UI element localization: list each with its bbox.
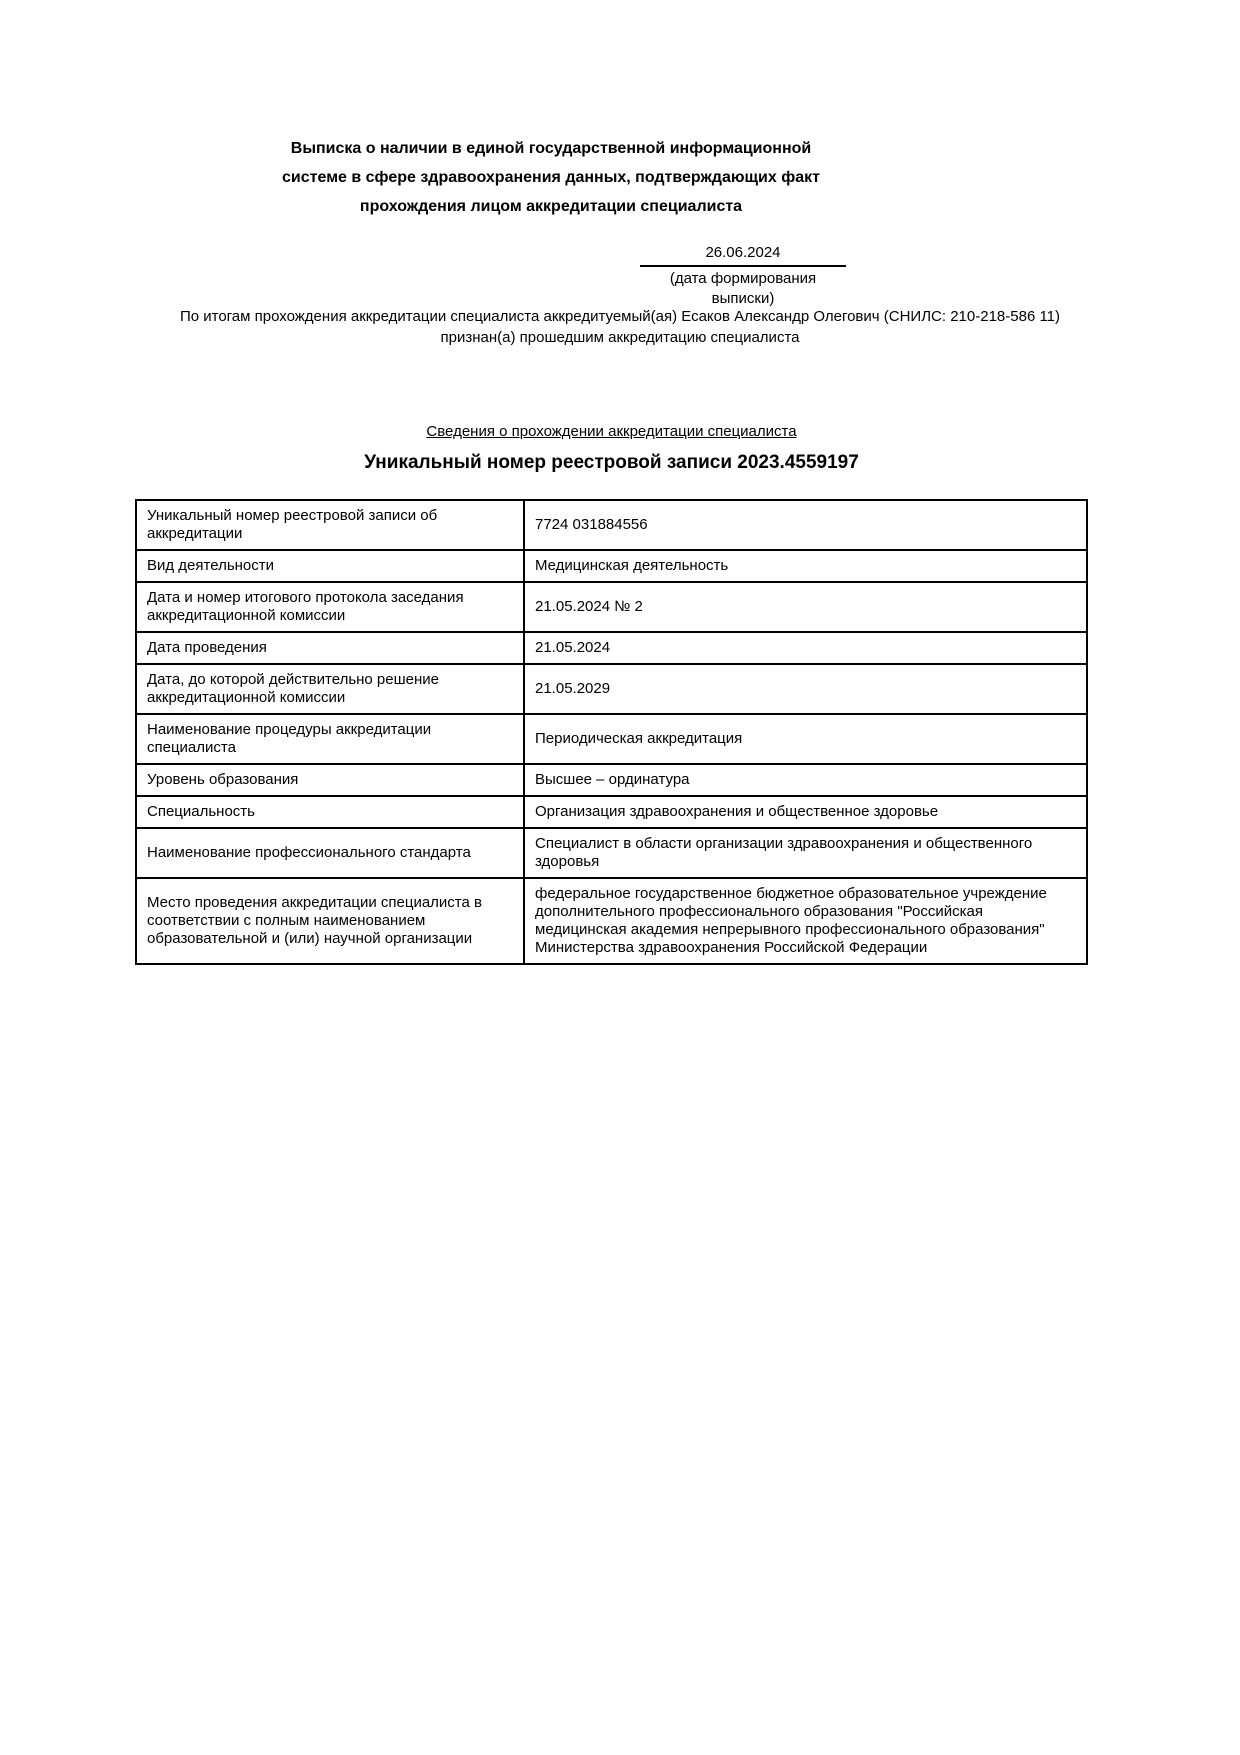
intro-line: признан(а) прошедшим аккредитацию специалиста bbox=[440, 329, 800, 346]
row-value: 21.05.2024 bbox=[524, 632, 1087, 664]
title-line: системе в сфере здравоохранения данных, подтверждающих факт bbox=[282, 169, 820, 186]
record-number-heading: Уникальный номер реестровой записи 2023.4559197 bbox=[364, 452, 859, 473]
row-label: Уровень образования bbox=[136, 764, 524, 796]
table-row bbox=[136, 632, 1087, 664]
table-row bbox=[136, 796, 1087, 828]
table-row bbox=[136, 582, 1087, 632]
table-row bbox=[136, 764, 1087, 796]
row-label: Наименование профессионального стандарта bbox=[136, 828, 524, 878]
title-line: прохождения лицом аккредитации специалиста bbox=[359, 198, 743, 215]
row-label: Дата проведения bbox=[136, 632, 524, 664]
extract-date-block bbox=[640, 243, 846, 309]
row-value: Организация здравоохранения и общественное здоровье bbox=[524, 796, 1087, 828]
table-row bbox=[136, 664, 1087, 714]
extract-date-caption: (дата формирования выписки) bbox=[669, 270, 817, 307]
table-row bbox=[136, 714, 1087, 764]
table-row bbox=[136, 500, 1087, 550]
intro-paragraph bbox=[70, 306, 1170, 348]
section-heading: Сведения о прохождении аккредитации специалиста bbox=[426, 423, 797, 440]
table-row bbox=[136, 550, 1087, 582]
row-value: 7724 031884556 bbox=[524, 500, 1087, 550]
document-title bbox=[240, 134, 862, 221]
intro-line: По итогам прохождения аккредитации специалиста аккредитуемый(ая) Есаков Александр Олегович (СНИЛС: 210-218-586 11) bbox=[179, 308, 1061, 325]
row-label: Дата, до которой действительно решение аккредитационной комиссии bbox=[136, 664, 524, 714]
row-label: Вид деятельности bbox=[136, 550, 524, 582]
row-value: Специалист в области организации здравоохранения и общественного здоровья bbox=[524, 828, 1087, 878]
extract-date: 26.06.2024 bbox=[640, 243, 846, 267]
row-label: Наименование процедуры аккредитации специалиста bbox=[136, 714, 524, 764]
row-label: Место проведения аккредитации специалиста в соответствии с полным наименованием образовательной и (или) научной организации bbox=[136, 878, 524, 964]
accreditation-table bbox=[135, 499, 1088, 965]
row-value: Высшее – ординатура bbox=[524, 764, 1087, 796]
row-label: Уникальный номер реестровой записи об аккредитации bbox=[136, 500, 524, 550]
table-row bbox=[136, 878, 1087, 964]
row-value: Периодическая аккредитация bbox=[524, 714, 1087, 764]
title-line: Выписка о наличии в единой государственной информационной bbox=[290, 140, 812, 157]
row-value: 21.05.2024 № 2 bbox=[524, 582, 1087, 632]
table-row bbox=[136, 828, 1087, 878]
row-value: Медицинская деятельность bbox=[524, 550, 1087, 582]
row-value: федеральное государственное бюджетное образовательное учреждение дополнительного профессионального образования "Российская медицинская академия непрерывного профессионального образования" Министерства здравоохранения Российской Федерации bbox=[524, 878, 1087, 964]
row-label: Дата и номер итогового протокола заседания аккредитационной комиссии bbox=[136, 582, 524, 632]
row-value: 21.05.2029 bbox=[524, 664, 1087, 714]
row-label: Специальность bbox=[136, 796, 524, 828]
